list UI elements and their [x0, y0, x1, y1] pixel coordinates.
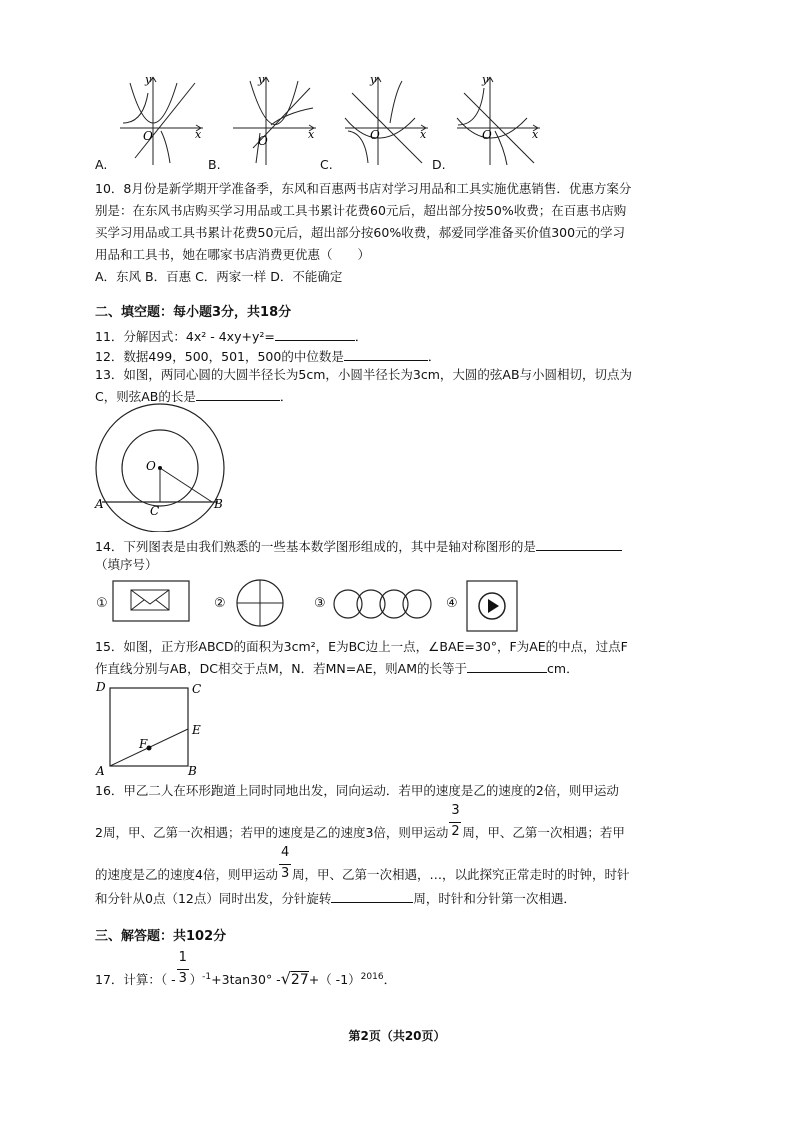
q9-graph-c: [340, 73, 430, 168]
q14-num-2: ②: [214, 596, 226, 611]
q9-graph-b: [228, 73, 318, 168]
q9-option-a: A.: [95, 157, 108, 172]
q13-line-1: 13．如图，两同心圆的大圆半径长为5cm，小圆半径长为3cm，大圆的弦AB与小圆相切，切点为: [95, 367, 633, 382]
q17-end: ．: [383, 972, 397, 988]
q17-radicand: 27: [290, 972, 309, 989]
graph-d-y: y: [482, 73, 489, 86]
q16-answer-blank[interactable]: [331, 888, 413, 903]
q17-mid-2: +3tan30° -: [211, 972, 281, 988]
q15-square-figure: [92, 678, 212, 776]
q15-answer-blank[interactable]: [467, 658, 547, 673]
q16-line-4b: 周，时针和分针第一次相遇．: [413, 891, 576, 906]
q17-exp-2: 2016: [360, 972, 384, 982]
q9-option-d: D.: [432, 157, 446, 172]
q15-label-b: B: [188, 764, 197, 776]
q13-label-o: O: [146, 459, 156, 473]
q16-line-4a: 和分针从0点（12点）同时出发，分针旋转: [95, 891, 332, 906]
q15-label-c: C: [192, 682, 202, 696]
q16-fraction-1: [448, 803, 462, 842]
graph-b-o: O: [258, 134, 268, 148]
q13-label-b: B: [214, 497, 223, 511]
q17-prefix: 17．计算：（ -: [95, 972, 176, 988]
q14-envelope-figure: [112, 580, 190, 622]
q12-text: 12．数据499，500，501，500的中位数是: [95, 349, 344, 364]
q16-line-2a: 2周，甲、乙第一次相遇；若甲的速度是乙的速度3倍，则甲运动: [95, 825, 449, 840]
graph-c-x: x: [420, 128, 427, 141]
q9-graph-d: [452, 73, 542, 168]
q13-label-c: C: [150, 504, 160, 518]
graph-a-y: y: [145, 73, 152, 86]
q17-sqrt: √: [280, 969, 291, 989]
q16-line-1: 16．甲乙二人在环形跑道上同时同地出发，同向运动．若甲的速度是乙的速度的2倍，则甲运动: [95, 783, 619, 798]
q16-frac1-den: 2: [451, 824, 460, 839]
q17: [95, 950, 397, 989]
graph-d-o: O: [482, 128, 492, 142]
q13-label-a: A: [95, 497, 104, 511]
q14-num-3: ③: [314, 596, 326, 611]
graph-a-x: x: [195, 128, 202, 141]
q15-line-1: 15．如图，正方形ABCD的面积为3cm²，E为BC边上一点，∠BAE=30°，F为AE的中点，过点F: [95, 639, 628, 654]
q9-graph-a: [115, 73, 205, 168]
q16-frac2-num: 4: [280, 845, 290, 860]
q17-frac-num: 1: [178, 950, 187, 966]
q16-line-3a: 的速度是乙的速度4倍，则甲运动: [95, 867, 278, 882]
q10-line-3: 买学习用品或工具书累计花费50元后，超出部分按60%收费，郝爱同学准备买价值300元的学习: [95, 225, 626, 240]
q14-play-button-figure: [466, 580, 518, 632]
q16-line-2b: 周，甲、乙第一次相遇；若甲: [462, 825, 625, 840]
q17-fraction: [176, 950, 190, 989]
section-2-title: 二、填空题：每小题3分，共18分: [95, 305, 292, 320]
q11: [95, 326, 367, 346]
q15-label-d: D: [96, 680, 106, 694]
q9-option-c: C.: [320, 157, 333, 172]
q13-line-2-text: C，则弦AB的长是: [95, 389, 196, 404]
q10-options: A．东风 B．百惠 C．两家一样 D．不能确定: [95, 269, 343, 284]
q16-line-2: [95, 803, 625, 842]
q10-line-2: 别是：在东风书店购买学习用品或工具书累计花费60元后，超出部分按50%收费；在百惠书店购: [95, 203, 627, 218]
q14-num-1: ①: [96, 596, 108, 611]
q14-line-1: [95, 536, 622, 556]
q14-line-2: （填序号）: [95, 557, 158, 572]
q13-end: ．: [279, 389, 293, 404]
page-footer: 第2页（共20页）: [348, 1029, 446, 1043]
q17-frac-den: 3: [178, 971, 187, 987]
q11-text: 11．分解因式：4x² - 4xy+y²=: [95, 329, 275, 344]
graph-c-y: y: [370, 73, 377, 86]
q9-option-b: B.: [208, 157, 221, 172]
q15-line-2-text: 作直线分别与AB，DC相交于点M，N．若MN=AE，则AM的长等于: [95, 661, 468, 676]
q12: [95, 346, 440, 366]
q16-frac2-den: 3: [280, 866, 290, 881]
q15-end: cm．: [547, 661, 579, 676]
q11-end: ．: [354, 329, 368, 344]
q17-mid-3: +（ -1）: [308, 972, 361, 988]
q15-line-2: [95, 658, 579, 678]
section-3-title: 三、解答题：共102分: [95, 929, 227, 944]
q14-linked-rings-figure: [330, 588, 440, 620]
q14-line-1-text: 14．下列图表是由我们熟悉的一些基本数学图形组成的，其中是轴对称图形的是: [95, 539, 536, 554]
q10-line-4: 用品和工具书，她在哪家书店消费更优惠（ ）: [95, 247, 371, 262]
graph-b-x: x: [308, 128, 315, 141]
q15-label-a: A: [96, 764, 105, 776]
q12-end: ．: [427, 349, 441, 364]
graph-a-o: O: [143, 129, 153, 143]
q14-num-4: ④: [446, 596, 458, 611]
q11-answer-blank[interactable]: [275, 326, 355, 341]
q12-answer-blank[interactable]: [344, 346, 428, 361]
graph-d-x: x: [532, 128, 539, 141]
q17-mid-1: ）: [189, 972, 203, 988]
q16-frac1-num: 3: [451, 803, 460, 818]
q16-line-3: [95, 845, 630, 884]
q16-line-3b: 周，甲、乙第一次相遇，…，以此探究正常走时的时钟，时针: [291, 867, 630, 882]
graph-b-y: y: [258, 73, 265, 86]
q14-crossed-circle-figure: [230, 578, 290, 628]
q17-exp-1: -1: [202, 972, 212, 982]
q16-line-4: [95, 888, 576, 908]
q16-fraction-2: [278, 845, 292, 884]
q13-concentric-circles-figure: [92, 402, 232, 532]
q13-answer-blank[interactable]: [196, 386, 280, 401]
q15-label-e: E: [192, 723, 201, 737]
graph-c-o: O: [370, 128, 380, 142]
q10-line-1: 10．8月份是新学期开学准备季，东风和百惠两书店对学习用品和工具实施优惠销售．优惠方案分: [95, 181, 632, 196]
q14-answer-blank[interactable]: [536, 536, 622, 551]
q15-label-f: F: [139, 737, 148, 751]
